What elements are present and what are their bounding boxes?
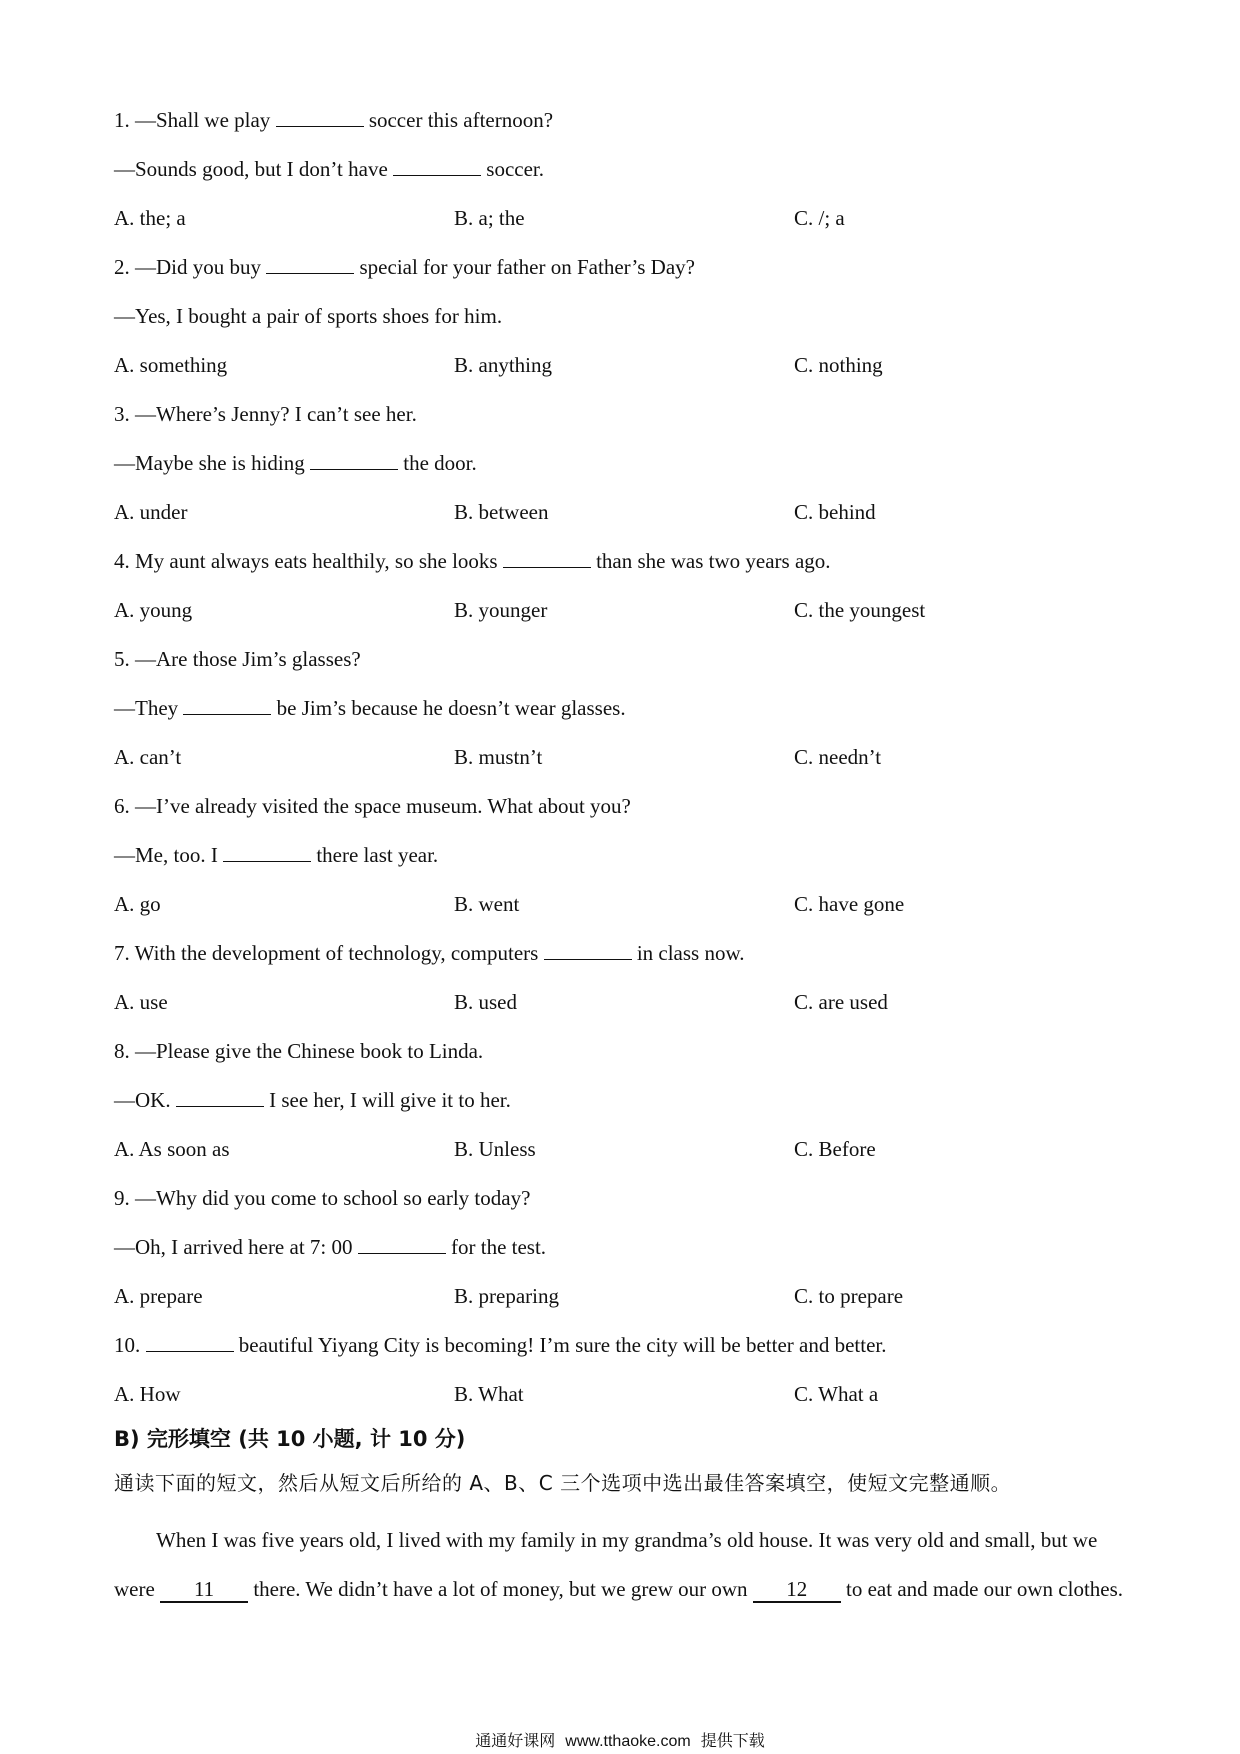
- section-b-instruction: 通读下面的短文，然后从短文后所给的 A、B、C 三个选项中选出最佳答案填空，使短文完整通顺。: [114, 1471, 1012, 1495]
- question-line: [114, 643, 1134, 692]
- option-a[interactable]: A. can’t: [114, 745, 182, 769]
- question-text: —OK.: [114, 1088, 176, 1112]
- question-text: 7. With the development of technology, computers: [114, 941, 544, 965]
- question-line: [114, 1182, 1134, 1231]
- options-row: [114, 1378, 1134, 1427]
- option-a[interactable]: A. the; a: [114, 206, 186, 230]
- cloze-text: there. We didn’t have a lot of money, but we grew our own: [248, 1577, 753, 1601]
- footer-note: 提供下载: [700, 1731, 765, 1750]
- option-a[interactable]: A. something: [114, 353, 228, 377]
- question-text: 1. —Shall we play: [114, 108, 276, 132]
- options-row: [114, 741, 1134, 790]
- question-text: special for your father on Father’s Day?: [354, 255, 695, 279]
- question-text: soccer.: [481, 157, 545, 181]
- option-c[interactable]: C. the youngest: [794, 598, 926, 622]
- multiple-choice-questions: [114, 104, 1134, 1427]
- question: [114, 643, 1134, 790]
- cloze-blank-11[interactable]: 11: [160, 1577, 248, 1603]
- answer-blank[interactable]: [503, 547, 591, 568]
- option-a[interactable]: A. prepare: [114, 1284, 203, 1308]
- question-text: beautiful Yiyang City is becoming! I’m sure the city will be better and better.: [233, 1333, 887, 1357]
- section-b-heading: B) 完形填空 (共 10 小题, 计 10 分): [114, 1427, 466, 1451]
- option-c[interactable]: C. have gone: [794, 892, 905, 916]
- option-a[interactable]: A. under: [114, 500, 188, 524]
- exam-page: [114, 104, 1134, 1614]
- question-text: there last year.: [311, 843, 439, 867]
- options-row: [114, 1280, 1134, 1329]
- question-text: the door.: [397, 451, 477, 475]
- question: [114, 104, 1134, 251]
- option-a[interactable]: A. How: [114, 1382, 181, 1406]
- answer-blank[interactable]: [393, 155, 481, 176]
- option-b[interactable]: B. What: [454, 1382, 524, 1406]
- question-text: —Maybe she is hiding: [114, 451, 310, 475]
- question-line: [114, 937, 1134, 986]
- question-text: —Sounds good, but I don’t have: [114, 157, 394, 181]
- question-line: [114, 1035, 1134, 1084]
- question-line: [114, 1084, 1134, 1133]
- option-b[interactable]: B. used: [454, 990, 517, 1014]
- question-line: [114, 251, 1134, 300]
- question-text: 10.: [114, 1333, 146, 1357]
- option-b[interactable]: B. went: [454, 892, 520, 916]
- cloze-blank-12[interactable]: 12: [753, 1577, 841, 1603]
- question-text: 2. —Did you buy: [114, 255, 267, 279]
- option-b[interactable]: B. between: [454, 500, 549, 524]
- question-text: —Yes, I bought a pair of sports shoes for him.: [114, 304, 503, 328]
- footer-brand: 通通好课网: [475, 1731, 556, 1750]
- answer-blank[interactable]: [358, 1233, 446, 1254]
- option-a[interactable]: A. use: [114, 990, 168, 1014]
- question-line: [114, 398, 1134, 447]
- option-b[interactable]: B. anything: [454, 353, 552, 377]
- question: [114, 251, 1134, 398]
- option-b[interactable]: B. a; the: [454, 206, 525, 230]
- question-text: —Me, too. I: [114, 843, 224, 867]
- option-c[interactable]: C. behind: [794, 500, 876, 524]
- option-b[interactable]: B. preparing: [454, 1284, 559, 1308]
- option-a[interactable]: A. As soon as: [114, 1137, 230, 1161]
- option-c[interactable]: C. What a: [794, 1382, 879, 1406]
- question-text: be Jim’s because he doesn’t wear glasses.: [271, 696, 626, 720]
- question-text: than she was two years ago.: [590, 549, 831, 573]
- options-row: [114, 594, 1134, 643]
- option-b[interactable]: B. mustn’t: [454, 745, 543, 769]
- question: [114, 937, 1134, 1035]
- question-text: 5. —Are those Jim’s glasses?: [114, 647, 361, 671]
- question-text: 4. My aunt always eats healthily, so she looks: [114, 549, 503, 573]
- question-text: for the test.: [445, 1235, 547, 1259]
- options-row: [114, 1133, 1134, 1182]
- question: [114, 398, 1134, 545]
- cloze-text: were: [114, 1577, 161, 1601]
- option-c[interactable]: C. Before: [794, 1137, 876, 1161]
- cloze-passage: [114, 1516, 1134, 1614]
- question-text: I see her, I will give it to her.: [263, 1088, 511, 1112]
- answer-blank[interactable]: [276, 106, 364, 127]
- answer-blank[interactable]: [544, 939, 632, 960]
- answer-blank[interactable]: [183, 694, 271, 715]
- question-line: [114, 692, 1134, 741]
- option-c[interactable]: C. needn’t: [794, 745, 882, 769]
- option-c[interactable]: C. nothing: [794, 353, 883, 377]
- question: [114, 1182, 1134, 1329]
- cloze-text: When I was five years old, I lived with my family in my grandma’s old house. It was very old and small, but we: [156, 1528, 1098, 1552]
- options-row: [114, 986, 1134, 1035]
- options-row: [114, 349, 1134, 398]
- answer-blank[interactable]: [223, 841, 311, 862]
- option-b[interactable]: B. Unless: [454, 1137, 536, 1161]
- question-line: [114, 104, 1134, 153]
- question-line: [114, 153, 1134, 202]
- cloze-line-1: [114, 1516, 1134, 1565]
- question: [114, 790, 1134, 937]
- question-line: [114, 839, 1134, 888]
- option-b[interactable]: B. younger: [454, 598, 548, 622]
- question-line: [114, 1231, 1134, 1280]
- question-line: [114, 447, 1134, 496]
- options-row: [114, 888, 1134, 937]
- answer-blank[interactable]: [310, 449, 398, 470]
- question-text: 9. —Why did you come to school so early today?: [114, 1186, 531, 1210]
- option-c[interactable]: C. to prepare: [794, 1284, 904, 1308]
- footer-site: www.tthaoke.com: [565, 1733, 691, 1750]
- question-text: 8. —Please give the Chinese book to Linda.: [114, 1039, 484, 1063]
- question-text: —They: [114, 696, 184, 720]
- question: [114, 1035, 1134, 1182]
- question-line: [114, 790, 1134, 839]
- question-text: —Oh, I arrived here at 7: 00: [114, 1235, 358, 1259]
- question-text: 3. —Where’s Jenny? I can’t see her.: [114, 402, 417, 426]
- option-a[interactable]: A. young: [114, 598, 193, 622]
- question-text: soccer this afternoon?: [363, 108, 554, 132]
- option-a[interactable]: A. go: [114, 892, 161, 916]
- options-row: [114, 202, 1134, 251]
- question: [114, 545, 1134, 643]
- cloze-text: to eat and made our own clothes.: [840, 1577, 1124, 1601]
- answer-blank[interactable]: [176, 1086, 264, 1107]
- question-text: 6. —I’ve already visited the space museum. What about you?: [114, 794, 631, 818]
- question-line: [114, 1329, 1134, 1378]
- answer-blank[interactable]: [146, 1331, 234, 1352]
- question-line: [114, 300, 1134, 349]
- options-row: [114, 496, 1134, 545]
- question-line: [114, 545, 1134, 594]
- question-text: in class now.: [631, 941, 745, 965]
- answer-blank[interactable]: [266, 253, 354, 274]
- question: [114, 1329, 1134, 1427]
- cloze-line-2: [114, 1565, 1134, 1614]
- page-footer: [0, 1728, 1240, 1751]
- option-c[interactable]: C. /; a: [794, 206, 845, 230]
- option-c[interactable]: C. are used: [794, 990, 888, 1014]
